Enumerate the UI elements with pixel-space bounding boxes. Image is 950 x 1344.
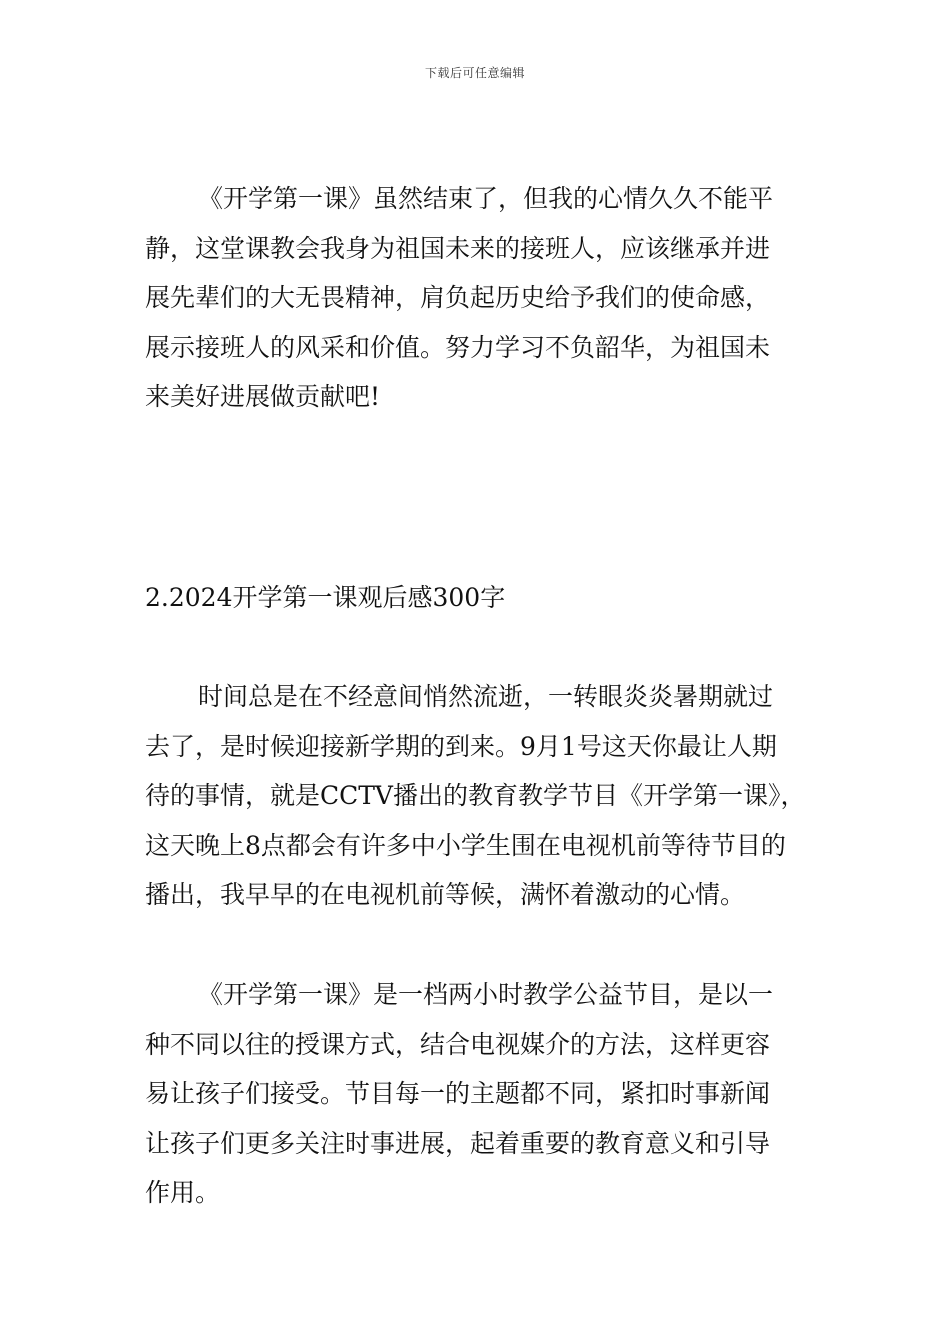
paragraph-line: 《开学第一课》虽然结束了，但我的心情久久不能平 — [198, 184, 774, 213]
paragraph-line: 易让孩子们接受。节目每一的主题都不同，紧扣时事新闻 — [145, 1079, 771, 1108]
paragraph-line: 展示接班人的风采和价值。努力学习不负韶华，为祖国未 — [145, 332, 771, 362]
paragraph-line: 时间总是在不经意间悄然流逝，一转眼炎炎暑期就过 — [198, 682, 774, 711]
paragraph-line: 来美好进展做贡献吧! — [145, 382, 381, 411]
paragraph-2 — [145, 672, 810, 920]
section-heading: 2.2024开学第一课观后感300字 — [145, 583, 506, 612]
paragraph-line: 让孩子们更多关注时事进展，起着重要的教育意义和引导 — [145, 1128, 771, 1158]
paragraph-line: 播出，我早早的在电视机前等候，满怀着激动的心情。 — [145, 880, 746, 909]
paragraph-line: 作用。 — [145, 1178, 221, 1207]
paragraph-line: 待的事情，就是CCTV播出的教育教学节目《开学第一课》， — [145, 781, 806, 810]
paragraph-line: 静，这堂课教会我身为祖国未来的接班人，应该继承并进 — [145, 233, 771, 263]
paragraph-3 — [145, 970, 810, 1218]
paragraph-line: 《开学第一课》是一档两小时教学公益节目，是以一 — [198, 980, 774, 1009]
paragraph-1 — [145, 174, 810, 422]
paragraph-line: 去了，是时候迎接新学期的到来。9月1号这天你最让人期 — [145, 731, 777, 761]
paragraph-line: 这天晚上8点都会有许多中小学生围在电视机前等待节目的 — [145, 830, 786, 860]
paragraph-line: 展先辈们的大无畏精神，肩负起历史给予我们的使命感， — [145, 283, 771, 312]
paragraph-line: 种不同以往的授课方式，结合电视媒介的方法，这样更容 — [145, 1029, 771, 1059]
page-header: 下载后可任意编辑 — [424, 66, 525, 80]
